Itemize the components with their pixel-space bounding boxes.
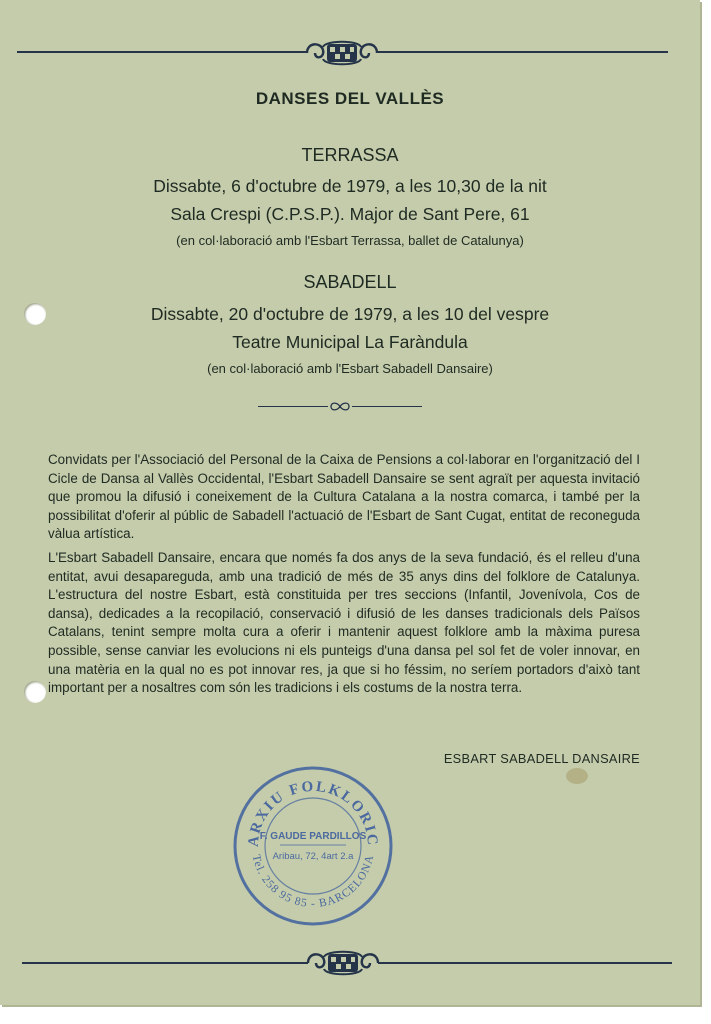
event-venue-sabadell: Teatre Municipal La Faràndula [232, 332, 468, 352]
bottom-scroll-ornament-icon [304, 948, 382, 978]
stamp-arc-top: ARXIU FOLKLORIC [245, 778, 381, 848]
top-scroll-ornament-icon [303, 38, 381, 68]
section-divider-right [352, 406, 422, 407]
body-text [48, 451, 640, 703]
event-note-terrassa: (en col·laboració amb l'Esbart Terrassa, ballet de Catalunya) [176, 233, 524, 248]
stamp-arc-bottom: Tel. 258 95 85 - BARCELONA [249, 853, 377, 910]
body-paragraph: L'Esbart Sabadell Dansaire, encara que només fa dos anys de la seva fundació, és el relleu d'una entitat, avui desapareguda, amb una tradició de més de 35 anys dins del folklore de Catalunya. L'estructura del nostre Esbart, està constituida per tres seccions (Infantil, Jovenívola, Cos de dansa), dedicades a la recopilació, conservació i difusió de les danses tradicionals dels Països Catalans, tenint sempre molta cura a oferir i mantenir aquest folklore amb la màxima puresa possible, sense canviar les evolucions ni els punteigs d'una dansa pel sol fet de voler innovar, en una matèria en la qual no es pot innovar res, ja que si ho féssim, no seríem portadors d'això tant important per a nosaltres com són les tradicions i els costums de la nostra terra. [48, 549, 640, 696]
event-city-sabadell: SABADELL [303, 272, 397, 292]
page-title: DANSES DEL VALLÈS [255, 89, 445, 108]
top-rule-left [17, 51, 307, 53]
archive-stamp-icon [228, 761, 398, 931]
stamp-address: Aribau, 72, 4art 2.a [272, 851, 354, 862]
infinity-knot-icon [328, 400, 352, 413]
punch-hole-bottom [24, 681, 46, 703]
event-note-sabadell: (en col·laboració amb l'Esbart Sabadell Dansaire) [207, 361, 493, 376]
signature: ESBART SABADELL DANSAIRE [443, 751, 640, 766]
event-date-sabadell: Dissabte, 20 d'octubre de 1979, a les 10 del vespre [150, 304, 550, 324]
event-date-terrassa: Dissabte, 6 d'octubre de 1979, a les 10,30 de la nit [153, 176, 547, 196]
section-divider-left [258, 406, 328, 407]
ink-stain [566, 768, 588, 784]
bottom-rule-right [378, 962, 672, 964]
event-venue-terrassa: Sala Crespi (C.P.S.P.). Major de Sant Pere, 61 [170, 204, 530, 224]
stamp-name: F. GAUDE PARDILLOS [259, 831, 367, 842]
event-city-terrassa: TERRASSA [301, 145, 399, 165]
top-rule-right [377, 51, 668, 53]
bottom-rule-left [22, 962, 308, 964]
body-paragraph: Convidats per l'Associació del Personal de la Caixa de Pensions a col·laborar en l'organització del I Cicle de Dansa al Vallès Occidental, l'Esbart Sabadell Dansaire se sent agraït per aquesta invitació que promou la difusió i coneixement de la Cultura Catalana a la nostra comarca, i també per la possibilitat d'oferir al públic de Sabadell l'actuació de l'Esbart de Sant Cugat, entitat de reconeguda vàlua artística. [48, 452, 640, 542]
